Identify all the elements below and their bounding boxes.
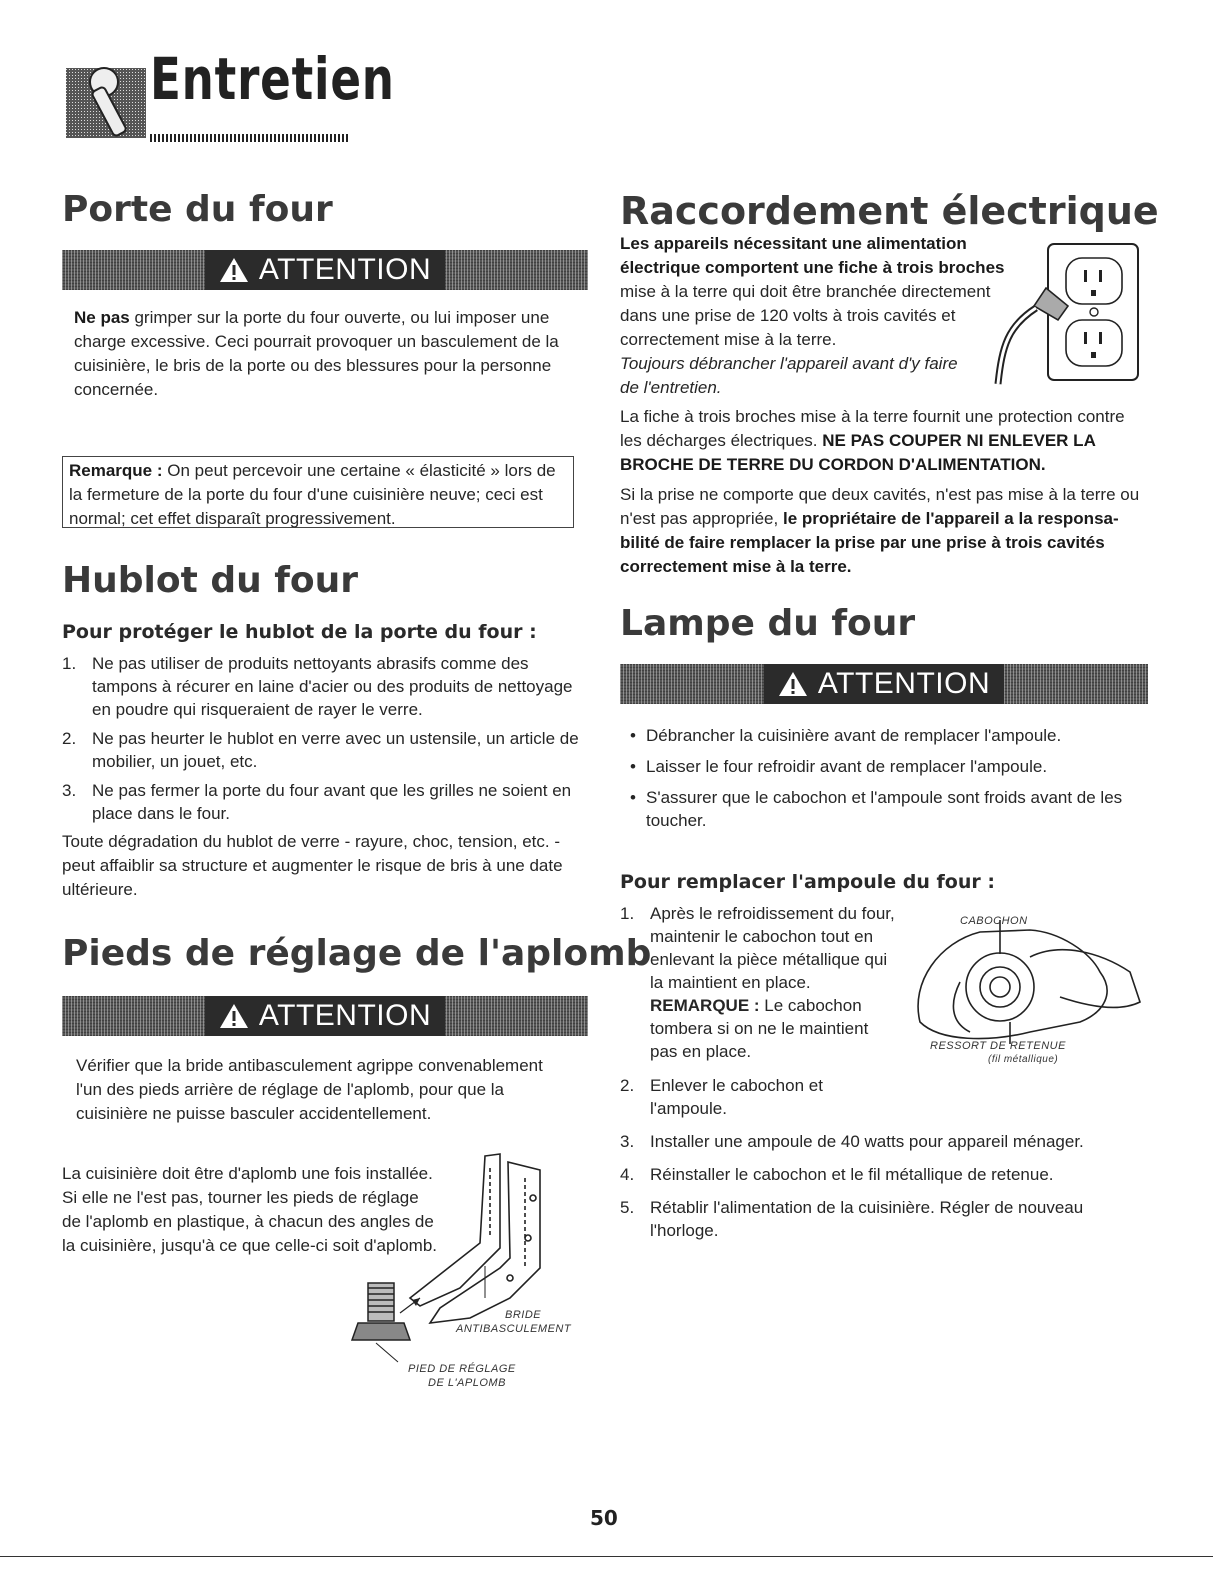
- wire-caption: (fil métallique): [988, 1054, 1059, 1065]
- leveling-bracket-illustration: [340, 1148, 580, 1368]
- warning-triangle-icon: [219, 1002, 249, 1030]
- warning-label: ATTENTION: [258, 253, 432, 286]
- electrical-heading: Raccordement électrique: [620, 189, 1159, 233]
- leveling-paragraph: La cuisinière doit être d'aplomb une fois installée. Si elle ne l'est pas, tourner les pieds de réglage de l'aplomb en plastique, à chacun des angles de la cuisinière, jusqu'à ce que celle-ci soit d'aplomb.: [62, 1164, 438, 1255]
- window-steps: [62, 652, 582, 831]
- wrench-icon: [66, 60, 146, 146]
- leveling-warning-banner: [62, 996, 588, 1036]
- lamp-warning-list: [628, 724, 1138, 840]
- door-note-text: Remarque : On peut percevoir une certaine « élasticité » lors de la fermeture de la porte du four d'une cuisinière neuve; ceci est normal; cet effet disparaît progressivement.: [69, 461, 556, 528]
- outlet-plug-illustration: [988, 236, 1144, 386]
- cap-caption: CABOCHON: [960, 915, 1028, 927]
- list-item: 3. Installer une ampoule de 40 watts pour appareil ménager.: [620, 1132, 1084, 1151]
- window-subheading: Pour protéger le hublot de la porte du four :: [62, 621, 537, 643]
- lamp-step-1: [620, 902, 900, 1069]
- list-item: 3. Ne pas fermer la porte du four avant que les grilles ne soient en place dans le four.: [62, 781, 572, 823]
- lamp-heading: Lampe du four: [620, 603, 916, 644]
- list-item: • Laisser le four refroidir avant de remplacer l'ampoule.: [628, 755, 1138, 778]
- door-warning-text: Ne pas grimper sur la porte du four ouverte, ou lui imposer une charge excessive. Ceci pourrait provoquer un basculement de la cuisinière, le bris de la porte ou des blessures pour la personne concernée.: [74, 308, 559, 399]
- electrical-italic: Toujours débrancher l'appareil avant d'y faire de l'entretien.: [620, 354, 958, 397]
- leveling-heading: Pieds de réglage de l'aplomb: [62, 933, 652, 974]
- lamp-warning-banner: [620, 664, 1148, 704]
- list-item: 1. Ne pas utiliser de produits nettoyants abrasifs comme des tampons à récurer en laine d'acier ou des produits de nettoyage en poudre qui risqueraient de rayer le verre.: [62, 654, 573, 719]
- door-warning-banner: [62, 250, 588, 290]
- warning-label: ATTENTION: [817, 667, 991, 700]
- electrical-intro: Les appareils nécessitant une alimentation électrique comportent une fiche à trois broches mise à la terre qui doit être branchée directement dans une prise de 120 volts à trois cavités et correctement mise à la terre.: [620, 234, 1005, 349]
- title-underline: [150, 134, 348, 142]
- electrical-paragraph-3: Si la prise ne comporte que deux cavités, n'est pas mise à la terre ou n'est pas appropriée, le propriétaire de l'appareil a la responsa-bilité de faire remplacer la prise par une prise à trois cavités correctement mise à la terre.: [620, 485, 1140, 576]
- warning-triangle-icon: [219, 256, 249, 284]
- electrical-paragraph-2: La fiche à trois broches mise à la terre fournit une protection contre les décharges électriques. NE PAS COUPER NI ENLEVER LA BROCHE DE TERRE DU CORDON D'ALIMENTATION.: [620, 407, 1125, 474]
- foot-caption-2: DE L'APLOMB: [428, 1377, 506, 1389]
- list-item: • S'assurer que le cabochon et l'ampoule sont froids avant de les toucher.: [628, 786, 1138, 832]
- list-item: 4. Réinstaller le cabochon et le fil métallique de retenue.: [620, 1165, 1054, 1184]
- spring-caption: RESSORT DE RETENUE: [930, 1040, 1066, 1052]
- page-number: 50: [590, 1506, 618, 1530]
- bracket-caption-2: ANTIBASCULEMENT: [456, 1323, 572, 1335]
- list-item: 5. Rétablir l'alimentation de la cuisinière. Régler de nouveau l'horloge.: [620, 1198, 1084, 1240]
- list-item: 2. Ne pas heurter le hublot en verre avec un ustensile, un article de mobilier, un jouet, etc.: [62, 729, 579, 771]
- page-title: Entretien: [150, 45, 395, 113]
- bracket-caption-1: BRIDE: [505, 1309, 542, 1321]
- lamp-subheading: Pour remplacer l'ampoule du four :: [620, 871, 995, 893]
- leveling-warning-text: Vérifier que la bride antibasculement agrippe convenablement l'un des pieds arrière de réglage de l'aplomb, pour que la cuisinière ne puisse basculer accidentellement.: [76, 1056, 543, 1123]
- bottom-rule: [0, 1556, 1213, 1557]
- list-item: 2. Enlever le cabochon et l'ampoule.: [620, 1076, 823, 1118]
- list-item: • Débrancher la cuisinière avant de remplacer l'ampoule.: [628, 724, 1138, 747]
- list-item: 1. Après le refroidissement du four, maintenir le cabochon tout en enlevant la pièce métallique qui la maintient en place. REMARQUE : Le cabochon tombera si on ne le maintient pas en place.: [620, 904, 895, 1061]
- window-paragraph: Toute dégradation du hublot de verre - rayure, choc, tension, etc. - peut affaiblir sa structure et augmenter le risque de bris à une date ultérieure.: [62, 832, 563, 899]
- warning-label: ATTENTION: [258, 999, 432, 1032]
- window-heading: Hublot du four: [62, 560, 359, 601]
- door-note-box: [62, 456, 574, 528]
- warning-triangle-icon: [778, 670, 808, 698]
- foot-caption-1: PIED DE RÉGLAGE: [408, 1363, 516, 1375]
- outlet-plug-icon: [988, 236, 1144, 386]
- leveling-diagram: [340, 1148, 580, 1368]
- lamp-steps: [620, 1074, 1150, 1248]
- door-heading: Porte du four: [62, 189, 333, 230]
